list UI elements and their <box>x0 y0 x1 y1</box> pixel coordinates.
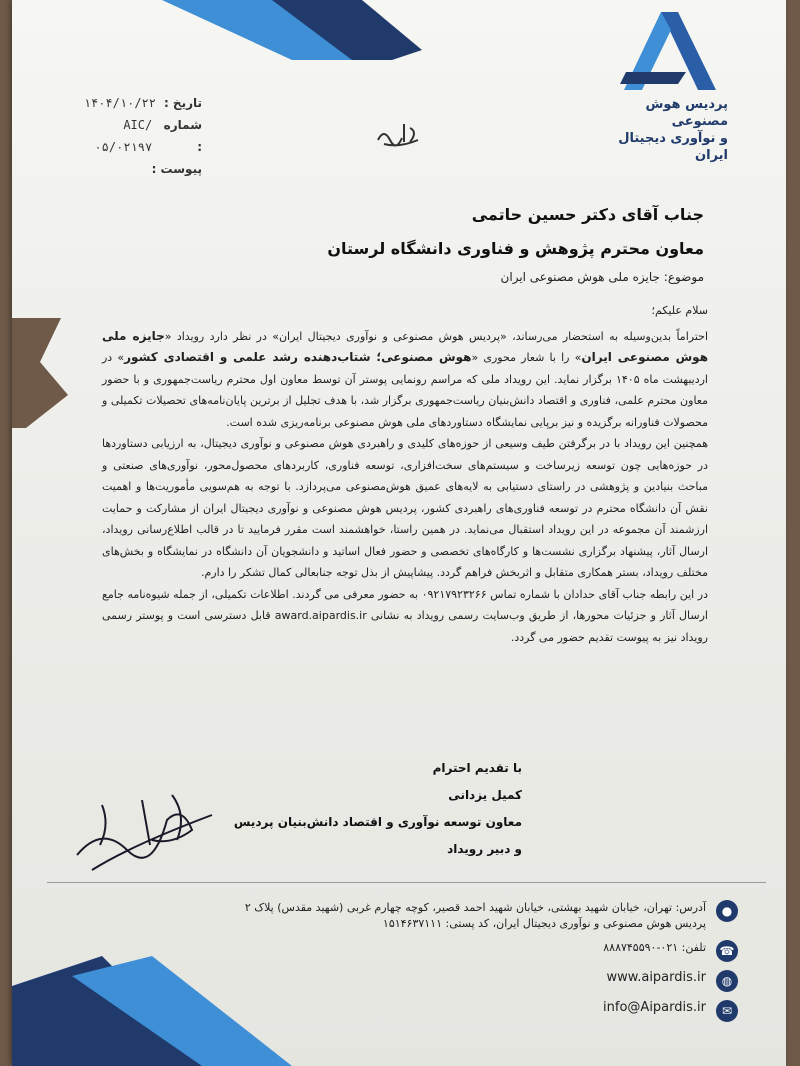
globe-icon: ◍ <box>716 970 738 992</box>
address-line1: آدرس: تهران، خیابان شهید بهشتی، خیابان شهید احمد قصیر، کوچه چهارم غربی (شهید مقدس) پلاک ۲ <box>244 901 706 914</box>
award-slogan: هوش مصنوعی؛ شتاب‌دهنده رشد علمی و اقتصادی کشور <box>124 350 472 364</box>
letter-page <box>12 0 786 1066</box>
addressee-title: معاون محترم پژوهش و فناوری دانشگاه لرستان <box>327 239 704 258</box>
address-line2: پردیس هوش مصنوعی و نوآوری دیجیتال ایران، کد پستی: ۱۵۱۴۶۳۷۱۱۱ <box>382 917 706 930</box>
number-value: AIC/۰۵/۰۲۱۹۷ <box>94 118 153 154</box>
addressee-name: جناب آقای دکتر حسین حاتمی <box>471 205 704 224</box>
signer-title-1: معاون توسعه نوآوری و اقتصاد دانش‌بنیان پردیس <box>233 815 522 829</box>
greeting: سلام علیکم؛ <box>651 304 708 317</box>
org-logo <box>596 12 736 164</box>
paper-torn-edge <box>12 318 82 428</box>
bottom-left-blue-decoration <box>12 956 332 1066</box>
award-name: جایزه ملی هوش مصنوعی ایران <box>102 328 709 364</box>
bismillah-calligraphy <box>374 118 424 148</box>
date-label: تاریخ : <box>163 96 202 110</box>
logo-a-mark-icon <box>616 12 716 92</box>
paragraph-3: در این رابطه جناب آقای حدادان با شماره تماس ۰۹۲۱۷۹۲۳۲۶۶ به حضور معرفی می گردند. اطلاعات تکمیلی، از جمله شیوه‌نامه جامع ارسال آثار و جزئیات محورها، از طریق وب‌سایت رسمی رویداد به نشانی award.aipardis.ir قابل دسترسی است و پوستر رسمی رویداد نیز به پیوست تقدیم حضور می گردد. <box>102 587 708 644</box>
paragraph-2: همچنین این رویداد با در برگرفتن طیف وسیعی از حوزه‌های کلیدی و راهبردی هوش مصنوعی و نوآوری دیجیتال، به ارزیابی دستاوردها در حوزه‌هایی چون توسعه زیرساخت و سیستم‌های سخت‌افزاری، توسعه فناوری، کاربردهای محصول‌محور، نوآوری‌های صنعتی و مباحث بنیادین و پژوهشی در راستای دستیابی به لایه‌های عمیق هوش‌مصنوعی می‌پردازد. با توجه به هم‌سویی مأموریت‌ها و اهمیت نقش آن دانشگاه محترم در توسعه فناوری‌های راهبردی کشور، پردیس هوش مصنوعی و نوآوری دیجیتال ایران از مشارکت و حمایت ارزشمند آن مجموعه در این رویداد استقبال می‌نماید. در همین راستا، خواهشمند است مقرر فرمایید تا در قالب اطلاع‌رسانی رویداد، ارسال آثار، پیشنهاد برگزاری نشست‌ها و کارگاه‌های تخصصی و حضور فعال اساتید و دانشجویان آن دانشگاه در نمایشگاه و بخش‌های مختلف رویداد، بستر همکاری متقابل و اثربخش فراهم گردد. پیشاپیش از بذل توجه جنابعالی کمال تشکر را دارم. <box>102 437 708 579</box>
location-pin-icon: ● <box>716 900 738 922</box>
handwritten-signature <box>72 785 222 880</box>
email-icon: ✉ <box>716 1000 738 1022</box>
signer-title-2: و دبیر رویداد <box>447 842 522 856</box>
attachment-label: پیوست : <box>151 162 202 176</box>
signature-block <box>202 755 522 863</box>
letter-body <box>102 300 708 648</box>
org-name-line1: پردیس هوش مصنوعی <box>645 97 728 129</box>
top-left-blue-decoration <box>162 0 422 60</box>
p1-text-c: » در اردیبهشت ماه ۱۴۰۵ برگزار نماید. این رویداد ملی که مراسم رونمایی پوستر آن توسط معاون اول محترم ریاست‌جمهوری و با حضور معاون محترم علمی، فناوری و اقتصاد دانش‌بنیان ریاست‌جمهوری برگزار شد، با هدف تجلیل از برترین پایان‌نامه‌های تحصیلات تکمیلی و محصولات فناورانه برگزیده و نیز برپایی نمایشگاه دستاوردهای ملی هوش مصنوعی برنامه‌ریزی شده است. <box>102 351 708 429</box>
email-text: info@Aipardis.ir <box>603 1000 706 1015</box>
letter-meta <box>72 92 202 180</box>
p1-text-a: احتراماً بدین‌وسیله به استحضار می‌رساند، «پردیس هوش مصنوعی و نوآوری دیجیتال ایران» در نظر دارد رویداد « <box>164 329 708 343</box>
date-value: ۱۴۰۴/۱۰/۲۲ <box>83 96 156 110</box>
footer-address-row <box>218 900 738 932</box>
addressee <box>327 198 704 266</box>
closing: با تقدیم احترام <box>432 761 522 775</box>
signer-name: کمیل یزدانی <box>448 788 522 802</box>
phone-icon: ☎ <box>716 940 738 962</box>
paragraph-1 <box>102 326 708 434</box>
number-label: شماره : <box>163 118 202 154</box>
p1-text-b: » را با شعار محوری « <box>471 351 582 364</box>
website-text: www.aipardis.ir <box>606 970 706 985</box>
org-name-line2: و نوآوری دیجیتال ایران <box>618 131 728 163</box>
letter-subject: موضوع: جایزه ملی هوش مصنوعی ایران <box>500 270 704 284</box>
phone-text: تلفن: ۰۲۱-۸۸۸۷۴۵۵۹۰ <box>603 941 706 954</box>
footer-divider <box>47 882 766 883</box>
